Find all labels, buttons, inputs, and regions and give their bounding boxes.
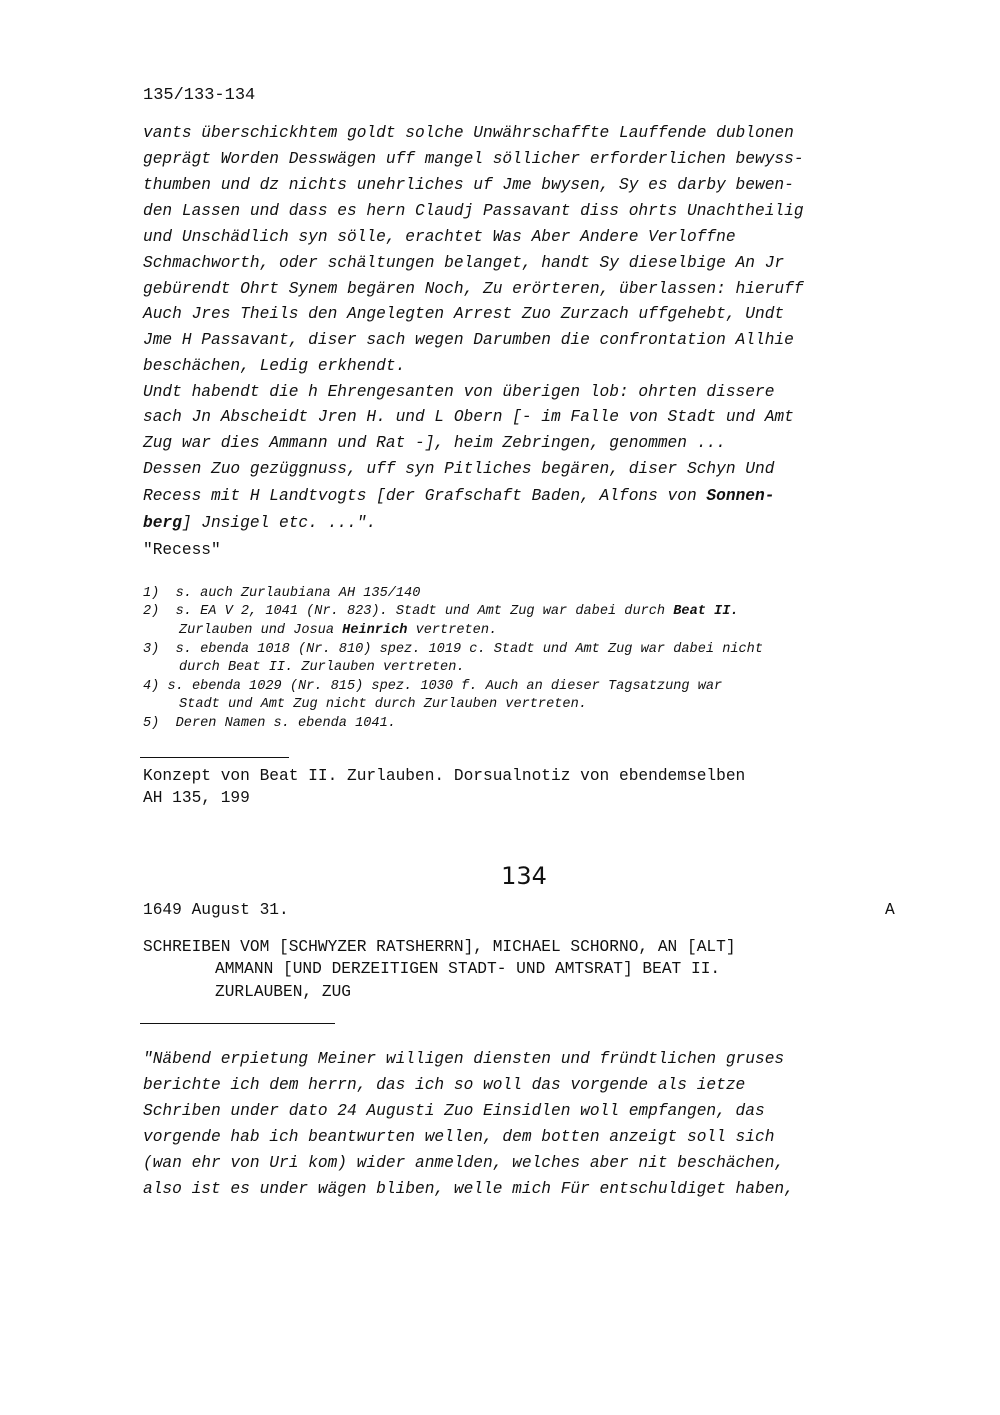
text-line: gebürendt Ohrt Synem begären Noch, Zu erörteren, überlassen: hieruff xyxy=(143,280,804,298)
text-line: Schriben under dato 24 Augusti Zuo Einsidlen woll empfangen, das xyxy=(143,1102,765,1120)
footnote: 5) Deren Namen s. ebenda 1041. xyxy=(143,716,396,731)
text-line: vants überschickhtem goldt solche Unwährschaffte Lauffende dublonen xyxy=(143,124,794,142)
text-line: Schmachworth, oder schältungen belanget, handt Sy dieselbige An Jr xyxy=(143,254,785,272)
footnote-text: vertreten. xyxy=(407,623,498,638)
footnote-continuation xyxy=(179,623,497,638)
text-line: vorgende hab ich beantwurten wellen, dem botten anzeigt soll sich xyxy=(143,1128,775,1146)
text-line: Dessen Zuo gezüggnuss, uff syn Pitliches begären, diser Schyn Und xyxy=(143,460,775,478)
footnote-continuation: durch Beat II. Zurlauben vertreten. xyxy=(179,660,465,675)
text-line: (wan ehr von Uri kom) wider anmelden, welches aber nit beschächen, xyxy=(143,1154,785,1172)
text-line: Jme H Passavant, diser sach wegen Darumben die confrontation Allhie xyxy=(143,331,794,349)
person-name-bold: Heinrich xyxy=(342,623,408,638)
text-line: Zug war dies Ammann und Rat -], heim Zebringen, genommen ... xyxy=(143,434,726,452)
text-line: "Näbend erpietung Meiner willigen diensten und fründtlichen gruses xyxy=(143,1050,785,1068)
text-line xyxy=(143,487,774,505)
text-line: Undt habendt die h Ehrengesanten von überigen lob: ohrten dissere xyxy=(143,383,775,401)
document-date: 1649 August 31. xyxy=(143,901,289,919)
document-title: AMMANN [UND DERZEITIGEN STADT- UND AMTSRAT] BEAT II. xyxy=(215,960,721,978)
document-number: 134 xyxy=(501,862,547,890)
text-line: Auch Jres Theils den Angelegten Arrest Zuo Zurzach uffgehebt, Undt xyxy=(143,305,785,323)
footnote-text: 2) s. EA V 2, 1041 (Nr. 823). Stadt und Amt Zug war dabei durch xyxy=(143,604,674,619)
text-line: also ist es under wägen bliben, welle mich Für entschuldiget haben, xyxy=(143,1180,794,1198)
footnote: 3) s. ebenda 1018 (Nr. 810) spez. 1019 c. Stadt und Amt Zug war dabei nicht xyxy=(143,642,763,657)
separator-rule xyxy=(140,1023,335,1024)
document-type: A xyxy=(885,901,895,919)
recess-label: "Recess" xyxy=(143,541,221,559)
source-note: Konzept von Beat II. Zurlauben. Dorsualnotiz von ebendemselben xyxy=(143,767,746,785)
footnote: 4) s. ebenda 1029 (Nr. 815) spez. 1030 f. Auch an dieser Tagsatzung war xyxy=(143,679,723,694)
text-line: und Unschädlich syn sölle, erachtet Was Aber Andere Verloffne xyxy=(143,228,736,246)
footnote: 1) s. auch Zurlaubiana AH 135/140 xyxy=(143,586,421,601)
text-segment: Recess mit H Landtvogts [der Grafschaft Baden, Alfons von xyxy=(143,487,707,505)
separator-rule xyxy=(140,757,289,758)
text-line: thumben und dz nichts unehrliches uf Jme bwysen, Sy es darby bewen- xyxy=(143,176,794,194)
footnote xyxy=(143,604,739,619)
text-line: berichte ich dem herrn, das ich so woll das vorgende als ietze xyxy=(143,1076,746,1094)
document-title: SCHREIBEN VOM [SCHWYZER RATSHERRN], MICHAEL SCHORNO, AN [ALT] xyxy=(143,938,736,956)
page-header: 135/133-134 xyxy=(143,86,256,105)
footnote-continuation: Stadt und Amt Zug nicht durch Zurlauben vertreten. xyxy=(179,697,587,712)
text-line: sach Jn Abscheidt Jren H. und L Obern [- im Falle von Stadt und Amt xyxy=(143,408,794,426)
text-line xyxy=(143,514,376,532)
footnote-text: Zurlauben und Josua xyxy=(179,623,343,638)
document-title: ZURLAUBEN, ZUG xyxy=(215,983,351,1001)
source-note: AH 135, 199 xyxy=(143,789,250,807)
person-name-bold: Beat II. xyxy=(673,604,739,619)
text-line: geprägt Worden Desswägen uff mangel söllicher erforderlichen bewyss- xyxy=(143,150,804,168)
person-name-bold: Sonnen- xyxy=(706,487,775,505)
text-line: beschächen, Ledig erkhendt. xyxy=(143,357,406,375)
text-line: den Lassen und dass es hern Claudj Passavant diss ohrts Unachtheilig xyxy=(143,202,804,220)
person-name-bold: berg xyxy=(143,514,182,532)
text-segment: ] Jnsigel etc. ...". xyxy=(181,514,377,532)
